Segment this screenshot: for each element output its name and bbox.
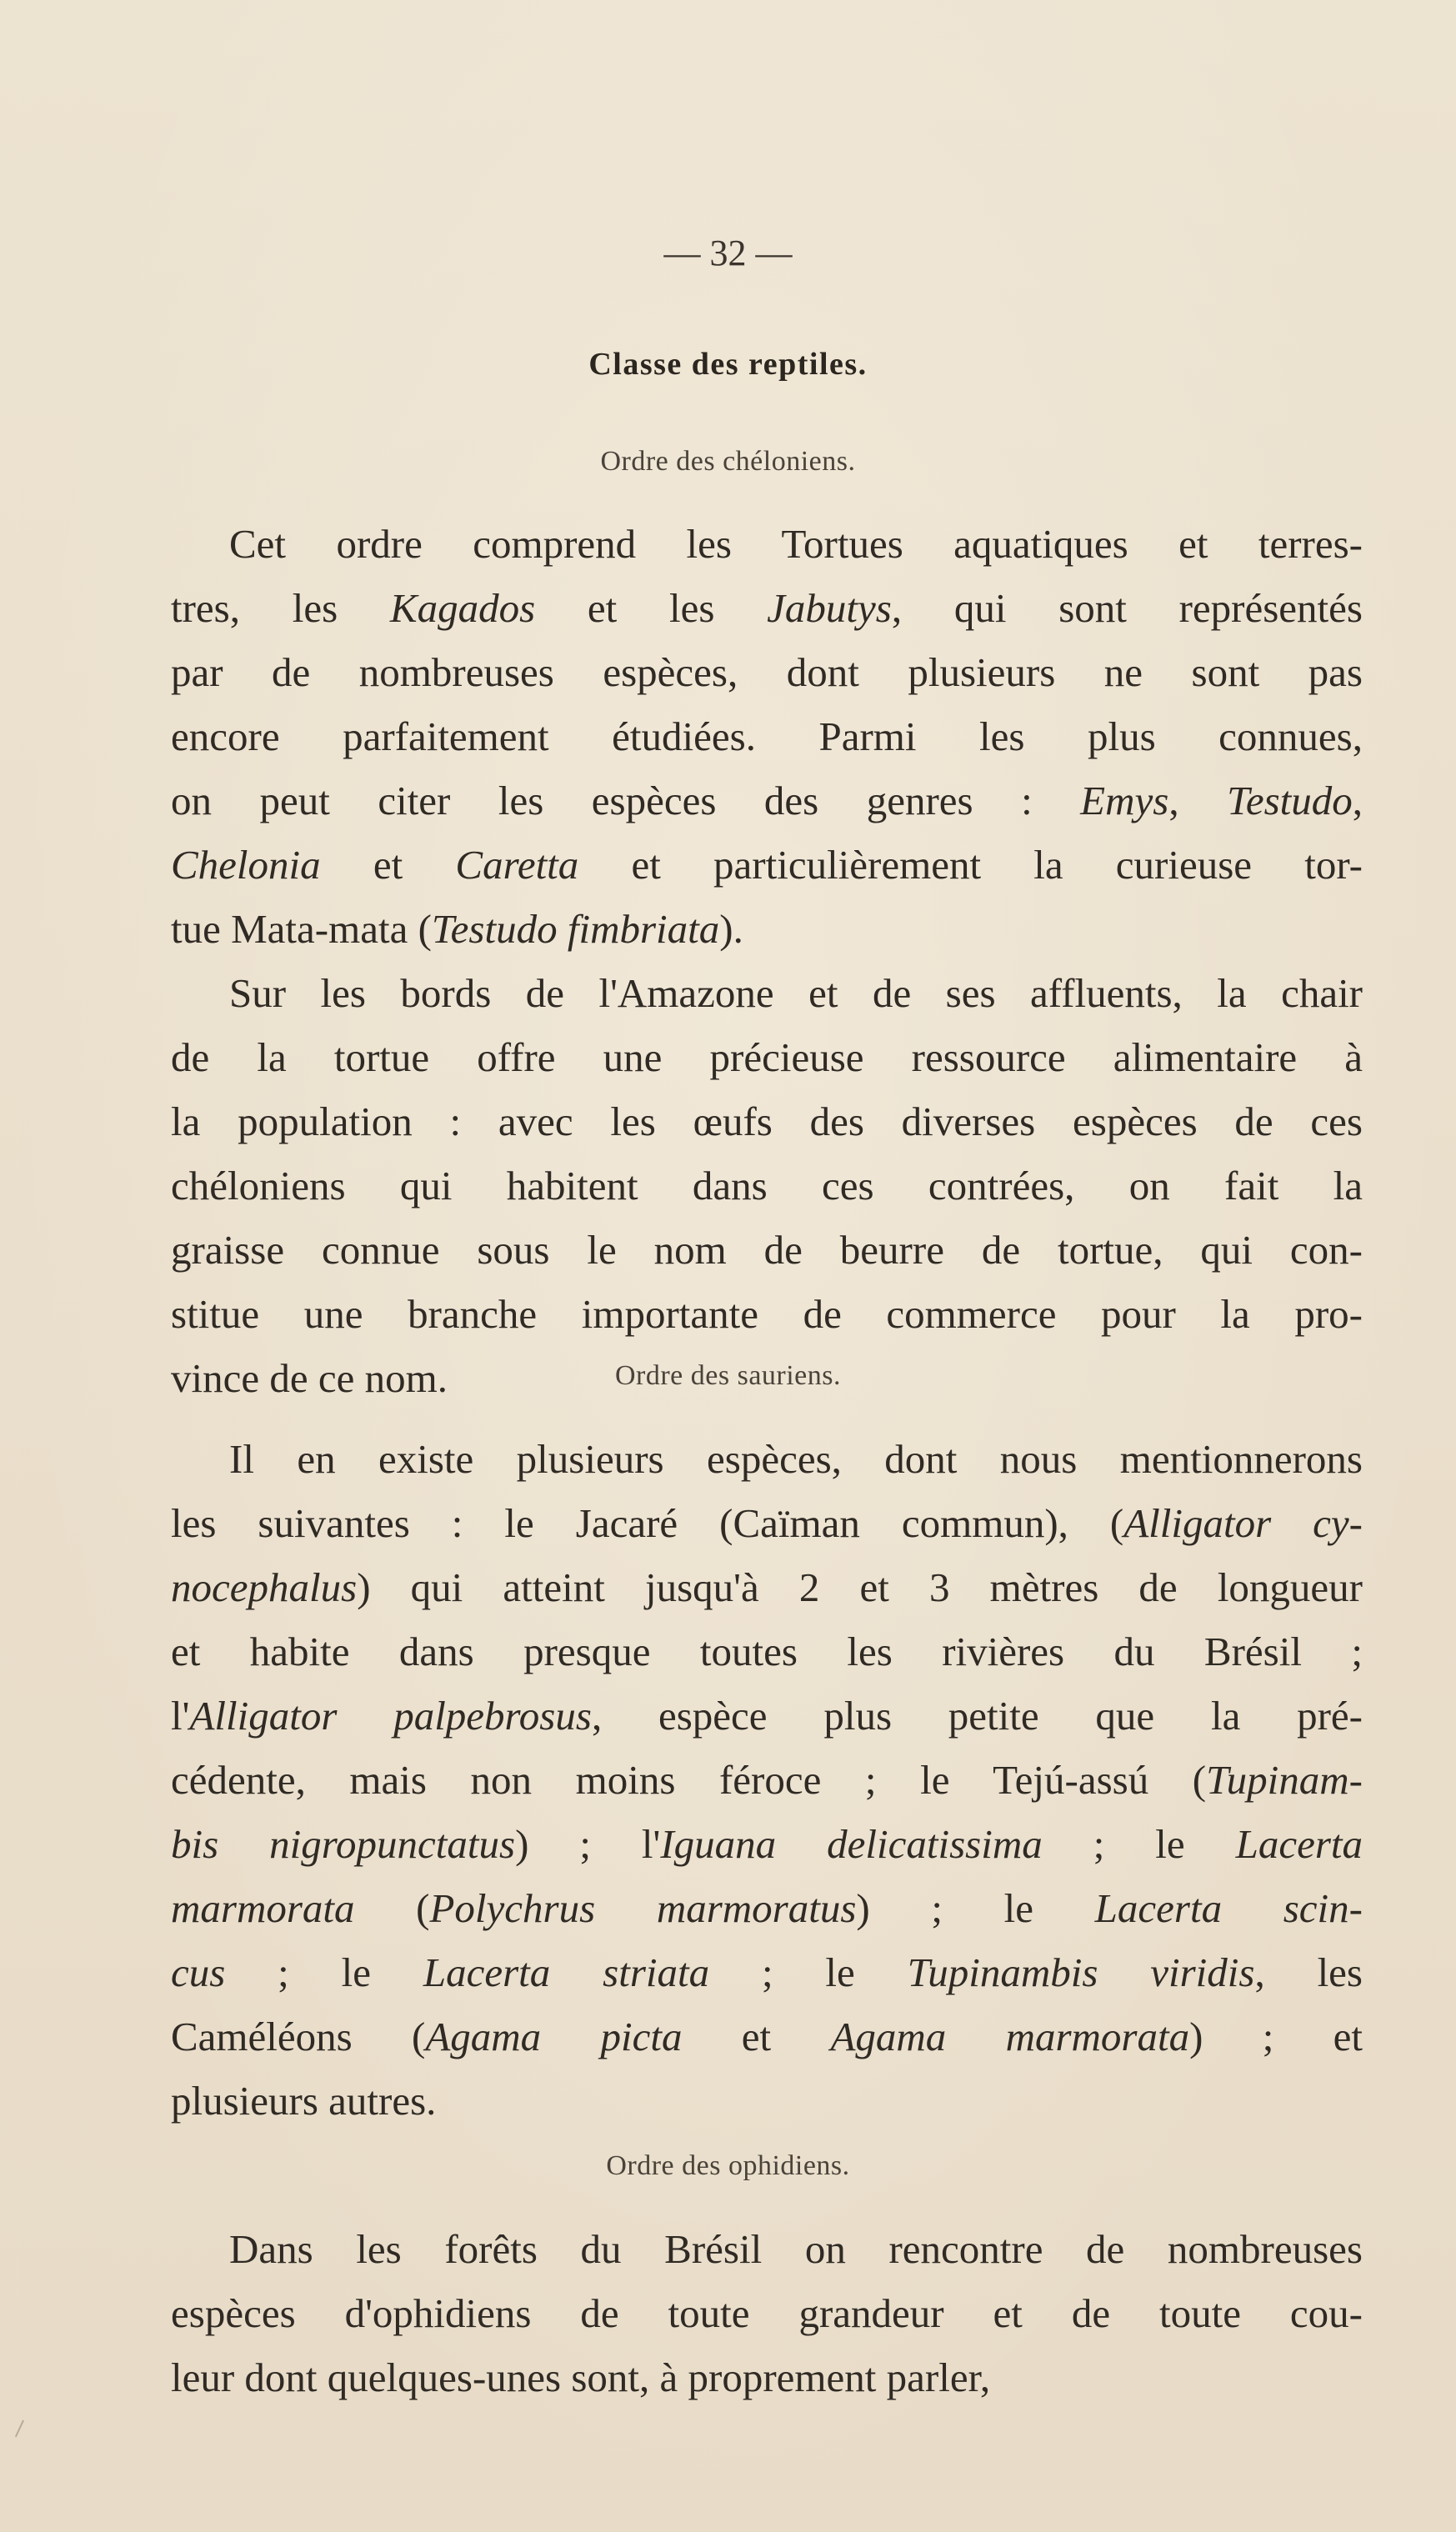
text-line (171, 1684, 1363, 1748)
italic-term: Tupinambis viridis (907, 1949, 1255, 1995)
text-run: leur dont quelques-unes sont, à proprement parler, (171, 2354, 991, 2400)
text-line (171, 1876, 1363, 1940)
italic-term: nocephalus (171, 1564, 358, 1610)
text-run: les suivantes : le Jacaré (Caïman commun), ( (171, 1500, 1124, 1546)
class-heading: Classe des reptiles. (588, 347, 868, 382)
text-line (171, 640, 1363, 704)
text-line (171, 704, 1363, 768)
italic-term: Agama marmorata (830, 2014, 1190, 2059)
text-line (171, 1153, 1363, 1218)
text-run: tue Mata-mata ( (171, 906, 432, 952)
text-line (171, 1218, 1363, 1282)
text-line (171, 768, 1363, 833)
italic-term: Caretta (455, 842, 579, 888)
section-heading-cheloniens: Ordre des chéloniens. (600, 446, 856, 477)
paragraph-cheloniens-2 (171, 961, 1363, 1410)
text-run: l' (171, 1693, 190, 1739)
text-line (171, 2004, 1363, 2069)
paragraph-ophidiens (171, 2217, 1363, 2409)
text-line (171, 1748, 1363, 1812)
text-run: Cet ordre comprend les Tortues aquatiques et terres- (229, 521, 1363, 567)
text-run: ( (354, 1885, 430, 1931)
italic-term: Agama picta (425, 2014, 683, 2059)
text-line (171, 897, 1363, 961)
text-run: Caméléons ( (171, 2014, 426, 2059)
text-run: cédente, mais non moins féroce ; le Tejú-assú ( (171, 1757, 1207, 1803)
text-run: encore parfaitement étudiées. Parmi les plus connues, (171, 713, 1363, 759)
text-line (171, 961, 1363, 1025)
text-run: vince de ce nom. (171, 1355, 448, 1401)
text-run: et les (535, 585, 768, 631)
italic-term: Lacerta scin- (1094, 1885, 1363, 1931)
text-line (171, 1555, 1363, 1619)
text-run: graisse connue sous le nom de beurre de tortue, qui con- (171, 1227, 1363, 1273)
text-run: et (682, 2014, 831, 2059)
text-run: chéloniens qui habitent dans ces contrées, on fait la (171, 1163, 1363, 1208)
text-line (171, 1940, 1363, 2004)
text-run: stitue une branche importante de commerce pour la pro- (171, 1291, 1363, 1337)
text-line (171, 1089, 1363, 1153)
text-run: , qui sont représentés (891, 585, 1363, 631)
paragraph-sauriens (171, 1427, 1363, 2133)
italic-term: Jabutys (767, 585, 892, 631)
text-run: Il en existe plusieurs espèces, dont nous mentionnerons (229, 1436, 1363, 1482)
text-run: et particulièrement la curieuse tor- (578, 842, 1363, 888)
italic-term: Lacerta (1235, 1821, 1363, 1867)
italic-term: Iguana delicatissima (660, 1821, 1043, 1867)
text-line (171, 1619, 1363, 1684)
text-line (171, 1282, 1363, 1346)
text-line (171, 2069, 1363, 2133)
text-run: et habite dans presque toutes les rivières du Brésil ; (171, 1629, 1363, 1674)
margin-mark (15, 2419, 32, 2440)
italic-term: Polychrus marmoratus (429, 1885, 857, 1931)
italic-term: Emys (1080, 778, 1169, 823)
text-run: et (320, 842, 456, 888)
text-line (171, 1427, 1363, 1491)
text-run: , (1352, 778, 1363, 823)
italic-term: Testudo (1227, 778, 1353, 823)
italic-term: Alligator palpebrosus (189, 1693, 592, 1739)
text-run: ; le (225, 1949, 423, 1995)
text-run: espèces d'ophidiens de toute grandeur et de toute cou- (171, 2290, 1363, 2336)
italic-term: Lacerta striata (423, 1949, 710, 1995)
text-run: Sur les bords de l'Amazone et de ses affluents, la chair (229, 970, 1363, 1016)
text-run: de la tortue offre une précieuse ressource alimentaire à (171, 1034, 1363, 1080)
text-run: plusieurs autres. (171, 2078, 437, 2124)
text-run: la population : avec les œufs des diverses espèces de ces (171, 1098, 1363, 1144)
italic-term: cus (171, 1949, 226, 1995)
italic-term: bis nigropunctatus (171, 1821, 516, 1867)
italic-term: Kagados (389, 585, 536, 631)
text-run: , les (1254, 1949, 1363, 1995)
text-line (171, 833, 1363, 897)
text-run: ) qui atteint jusqu'à 2 et 3 mètres de longueur (357, 1564, 1363, 1610)
text-run: ) ; et (1189, 2014, 1363, 2059)
text-run: , (1168, 778, 1228, 823)
text-run: ; le (1042, 1821, 1236, 1867)
italic-term: Chelonia (171, 842, 321, 888)
section-heading-sauriens: Ordre des sauriens. (614, 1360, 842, 1391)
italic-term: Testudo fimbriata (431, 906, 720, 952)
text-line (171, 1812, 1363, 1876)
text-line (171, 1025, 1363, 1089)
text-run: par de nombreuses espèces, dont plusieurs ne sont pas (171, 649, 1363, 695)
text-line (171, 2345, 1363, 2409)
paragraph-cheloniens-1 (171, 512, 1363, 961)
text-run: ). (719, 906, 743, 952)
text-line (171, 1491, 1363, 1555)
italic-term: Tupinam- (1206, 1757, 1363, 1803)
text-run: tres, les (171, 585, 390, 631)
italic-term: marmorata (171, 1885, 355, 1931)
text-line (171, 576, 1363, 640)
text-run: on peut citer les espèces des genres : (171, 778, 1081, 823)
section-heading-ophidiens: Ordre des ophidiens. (606, 2150, 850, 2181)
page-number: — 32 — (663, 233, 793, 273)
text-line (171, 2281, 1363, 2345)
text-run: ) ; l' (515, 1821, 661, 1867)
text-run: ) ; le (856, 1885, 1095, 1931)
text-line (171, 2217, 1363, 2281)
text-run: ; le (709, 1949, 908, 1995)
italic-term: Alligator cy- (1123, 1500, 1363, 1546)
text-run: Dans les forêts du Brésil on rencontre de nombreuses (229, 2226, 1363, 2272)
text-line (171, 512, 1363, 576)
text-run: , espèce plus petite que la pré- (591, 1693, 1363, 1739)
